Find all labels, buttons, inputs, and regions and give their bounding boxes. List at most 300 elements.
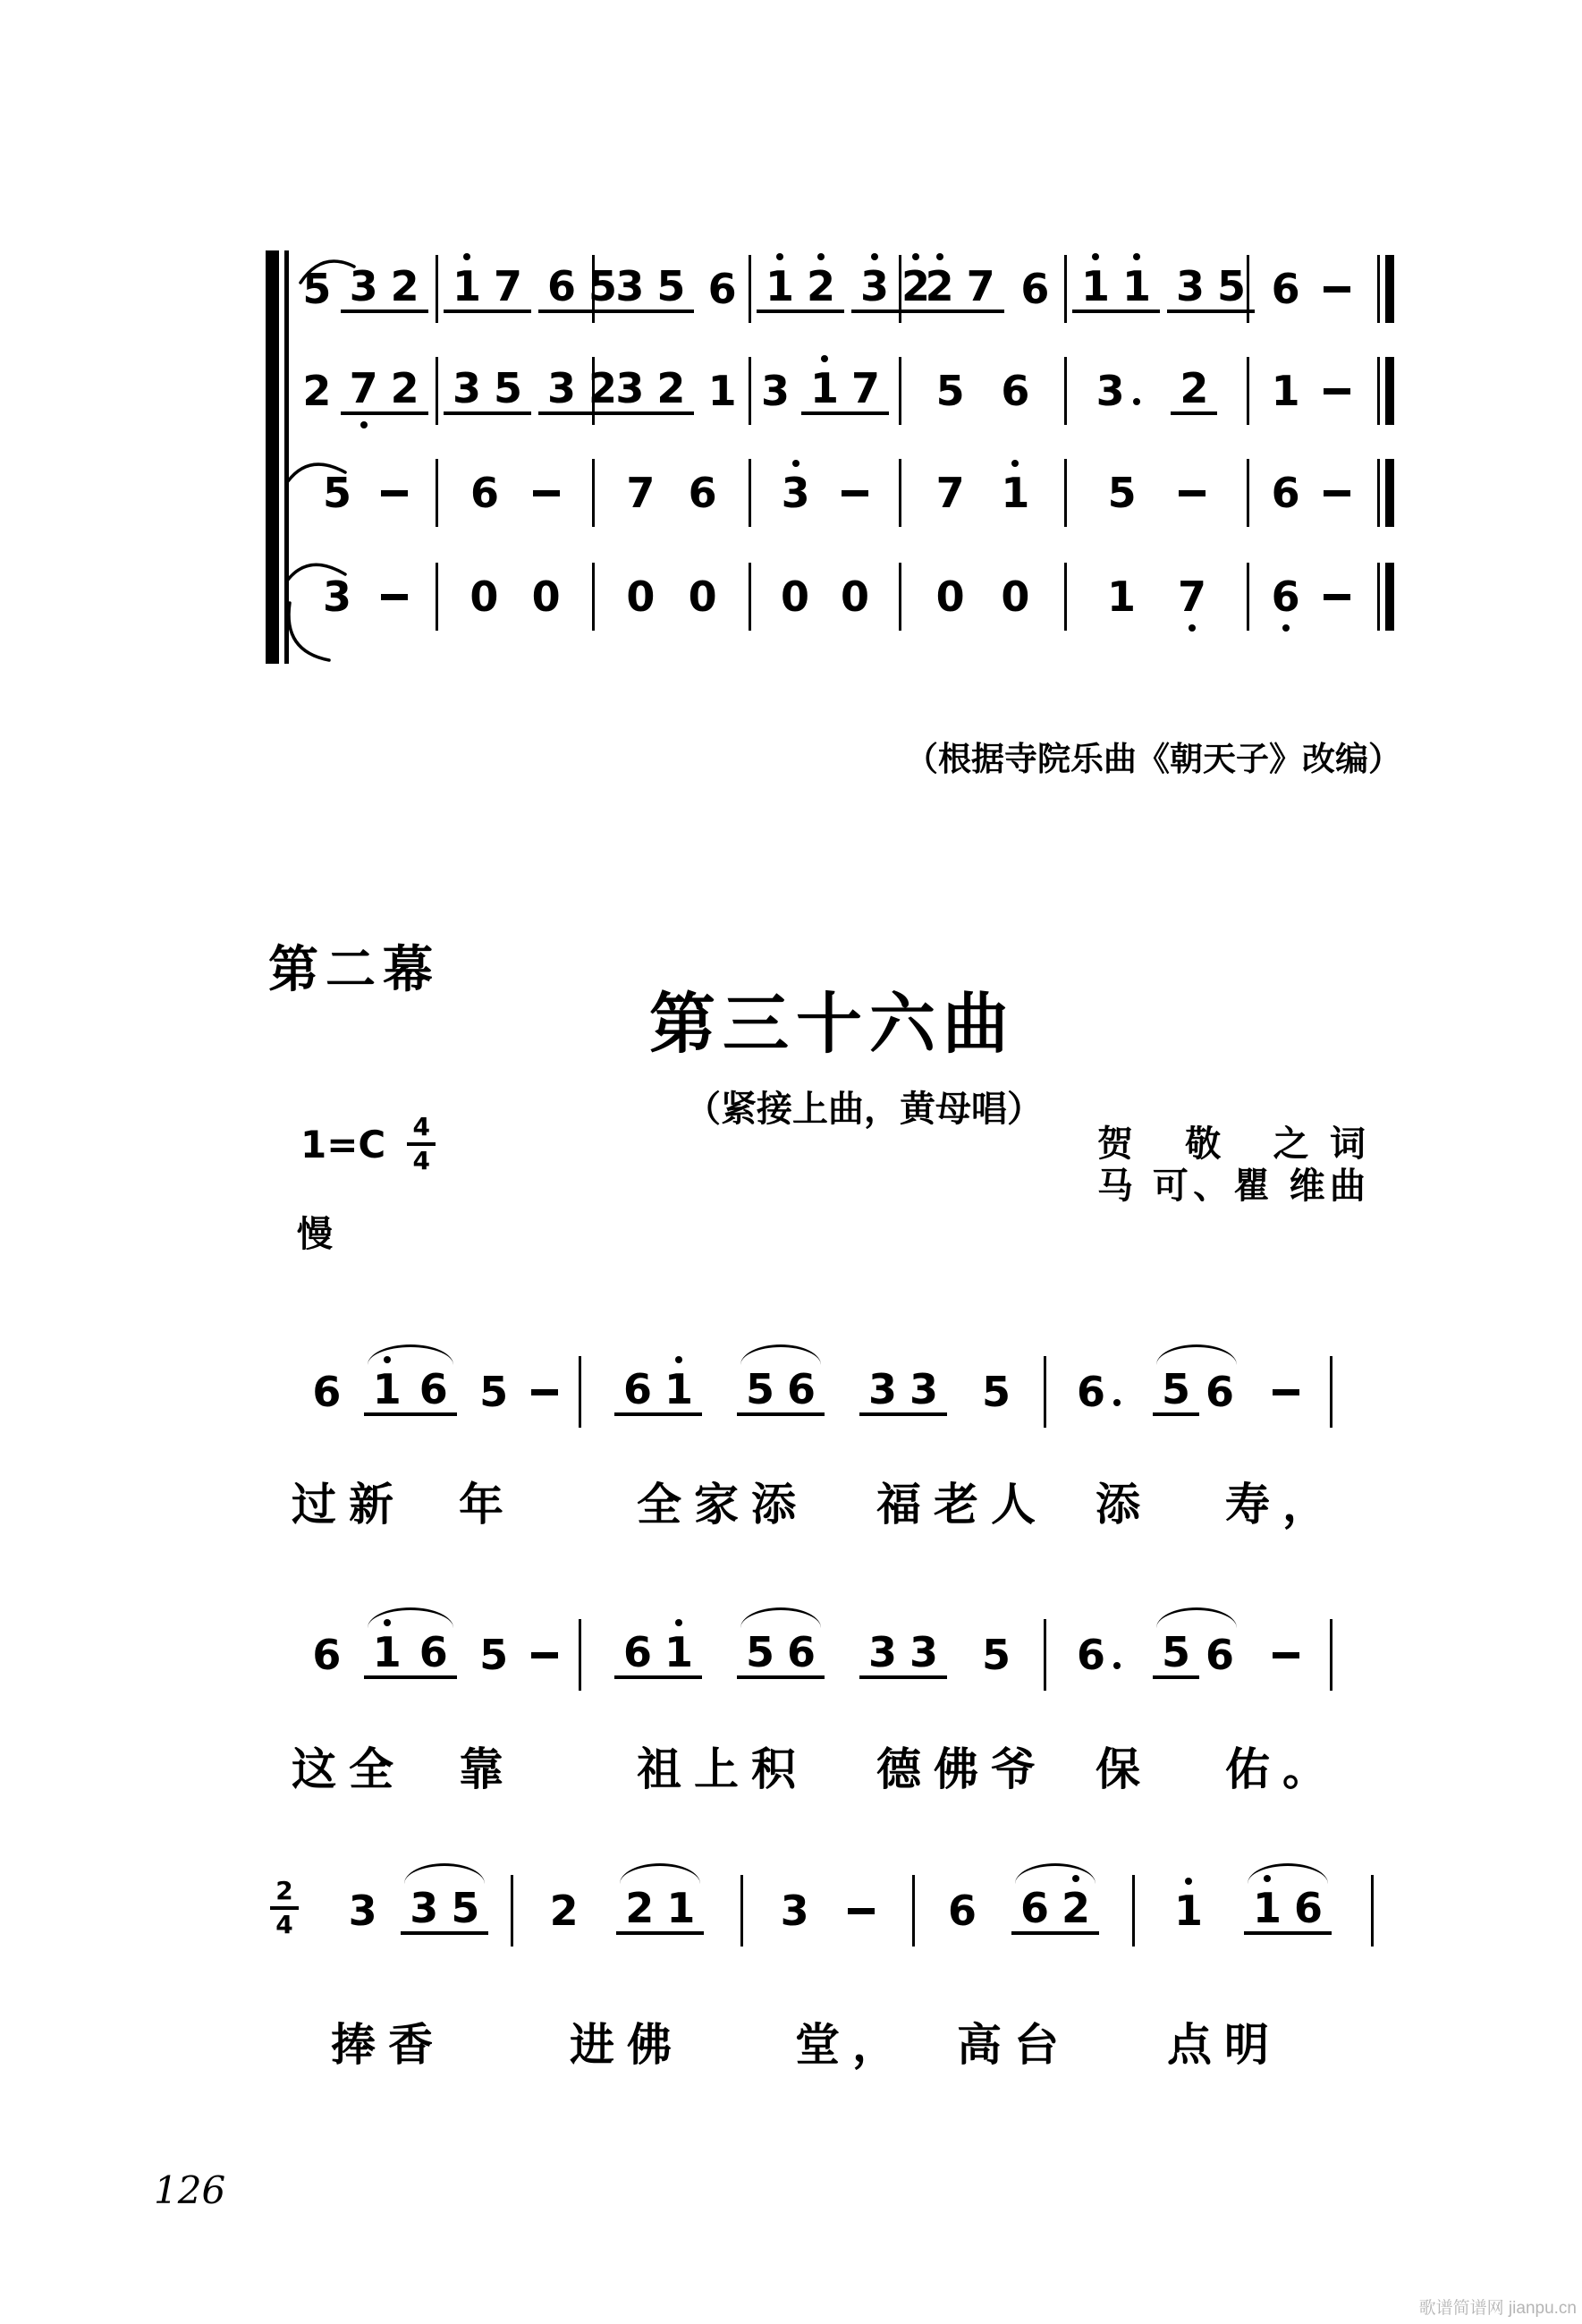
jianpu-note — [1081, 261, 1111, 310]
beam-group — [1153, 1627, 1199, 1679]
note-number: 5 — [1217, 261, 1247, 310]
note-number: 1 — [664, 1627, 693, 1676]
slur-group — [1153, 1627, 1240, 1679]
octave-dot-below — [1189, 624, 1196, 632]
dash-note — [1273, 1389, 1299, 1395]
slur-group — [364, 1627, 457, 1679]
note-number: 5 — [1107, 469, 1137, 517]
rest-note — [935, 573, 965, 621]
beam-group — [859, 1364, 947, 1416]
octave-dot-above — [792, 460, 799, 467]
jianpu-note — [1020, 265, 1050, 313]
jianpu-note — [312, 1368, 342, 1416]
dash-note — [1179, 490, 1206, 496]
slur-arc — [1248, 1863, 1328, 1884]
jianpu-note — [688, 469, 717, 517]
beam-group — [444, 363, 531, 415]
act-heading: 第二幕 — [268, 941, 440, 997]
measure — [295, 255, 438, 323]
jianpu-note — [666, 1883, 696, 1932]
note-number: 7 — [935, 469, 965, 517]
final-barline-thin — [1377, 459, 1380, 527]
note-number: 6 — [947, 1887, 977, 1935]
note-number: 0 — [1001, 573, 1030, 621]
dash-note — [531, 1652, 558, 1658]
beam-group — [757, 261, 844, 313]
slur-group — [401, 1883, 488, 1935]
measure — [513, 1875, 743, 1947]
note-number: 3 — [453, 363, 482, 412]
jianpu-note — [656, 261, 686, 310]
beam-group — [410, 1627, 457, 1679]
jianpu-note — [707, 367, 737, 415]
jianpu-note — [494, 261, 523, 310]
beam-group — [410, 1364, 457, 1416]
jianpu-note — [1177, 573, 1206, 621]
final-barline-thin — [1377, 563, 1380, 631]
jianpu-note — [1180, 363, 1209, 412]
song-title: 第三十六曲 — [649, 987, 1016, 1061]
slur-arc — [1156, 1344, 1237, 1365]
note-number: 1 — [1106, 573, 1136, 621]
time-signature — [407, 1112, 436, 1175]
measure — [1067, 255, 1249, 323]
jianpu-note — [935, 469, 965, 517]
measure — [901, 563, 1067, 631]
note-number: 6 — [622, 1364, 652, 1413]
note-number: 0 — [840, 573, 869, 621]
slur-group — [364, 1364, 457, 1416]
jianpu-note — [909, 1364, 938, 1413]
dash-note — [533, 490, 560, 496]
beam-group — [859, 1627, 947, 1679]
note-number: 5 — [745, 1627, 774, 1676]
note-number: 6 — [470, 469, 499, 517]
measure — [901, 255, 1067, 323]
note-number: 6 — [1271, 573, 1300, 621]
jianpu-note — [547, 363, 577, 412]
dash-note — [381, 490, 408, 496]
rest-note — [470, 573, 499, 621]
note-number: 1 — [453, 261, 482, 310]
note-number: 1 — [809, 363, 839, 412]
system-line-1 — [295, 255, 1394, 323]
lyric-syllable: 点明 — [1167, 2019, 1282, 2071]
jianpu-note — [1106, 573, 1136, 621]
note-number: 3 — [780, 1887, 809, 1935]
performance-note: （紧接上曲，黄母唱） — [685, 1090, 1043, 1129]
augmentation-dot — [1133, 398, 1140, 405]
beam-group — [444, 261, 531, 313]
note-number: 5 — [656, 261, 686, 310]
meter-numerator: 2 — [275, 1876, 293, 1905]
octave-dot-below — [360, 421, 368, 428]
measure — [743, 1875, 915, 1947]
jianpu-note — [1176, 261, 1206, 310]
measure — [326, 1875, 513, 1947]
jianpu-note — [1206, 1368, 1235, 1416]
measure — [1135, 1875, 1374, 1947]
rest-note — [1001, 573, 1030, 621]
beam-group — [801, 363, 889, 415]
jianpu-note — [1001, 367, 1030, 415]
lyric-syllable: 高台 — [957, 2019, 1071, 2071]
note-number: 2 — [390, 261, 419, 310]
note-number: 3 — [349, 261, 378, 310]
note-number: 6 — [1076, 1368, 1105, 1416]
note-number: 5 — [479, 1631, 509, 1679]
beam-group — [1153, 1364, 1199, 1416]
jianpu-note — [664, 1627, 693, 1676]
note-number: 7 — [851, 363, 881, 412]
measure — [438, 563, 595, 631]
jianpu-note — [935, 367, 965, 415]
measure — [1249, 255, 1373, 323]
note-number: 3 — [867, 1364, 897, 1413]
beam-group — [614, 1364, 702, 1416]
beam-group — [341, 363, 428, 415]
jianpu-note — [419, 1364, 448, 1413]
note-number: 6 — [312, 1631, 342, 1679]
rest-note — [688, 573, 717, 621]
measure — [295, 563, 438, 631]
measure — [292, 1619, 581, 1691]
note-number: 6 — [1271, 265, 1300, 313]
note-number: 1 — [1081, 261, 1111, 310]
lyric-syllable: 过新 — [292, 1479, 406, 1531]
jianpu-note — [312, 1631, 342, 1679]
note-number: 6 — [1206, 1631, 1235, 1679]
slur-group — [1011, 1883, 1099, 1935]
octave-dot-above — [1011, 460, 1019, 467]
note-number: 0 — [626, 573, 656, 621]
dash-note — [1324, 490, 1350, 496]
meter-denominator: 4 — [412, 1146, 430, 1175]
note-number: 2 — [302, 367, 332, 415]
note-number: 5 — [981, 1368, 1011, 1416]
slur-group — [737, 1627, 825, 1679]
jianpu-note — [1001, 469, 1030, 517]
note-number: 1 — [707, 367, 737, 415]
jianpu-note — [626, 469, 656, 517]
note-number: 3 — [1176, 261, 1206, 310]
measure — [292, 1356, 581, 1428]
slur-arc — [368, 1607, 453, 1628]
jianpu-note — [302, 367, 332, 415]
lyricist-credit: 贺 敬 之词 — [1097, 1124, 1366, 1164]
vocal-line-2 — [292, 1619, 1332, 1691]
note-number: 5 — [451, 1883, 480, 1932]
lyric-syllable: 捧香 — [331, 2019, 445, 2071]
jianpu-note — [372, 1364, 402, 1413]
jianpu-note — [615, 363, 645, 412]
dash-note — [1324, 388, 1350, 394]
note-number: 6 — [547, 261, 577, 310]
octave-dot-above — [463, 253, 470, 260]
jianpu-note — [622, 1627, 652, 1676]
jianpu-note — [781, 469, 810, 517]
measure — [595, 459, 751, 527]
lyric-syllable: 堂， — [795, 2019, 909, 2071]
dash-note — [1273, 1652, 1299, 1658]
beam-group — [614, 1627, 702, 1679]
credits-block — [1097, 1124, 1366, 1208]
measure — [1249, 563, 1373, 631]
jianpu-note — [664, 1364, 693, 1413]
measure — [595, 357, 751, 425]
jianpu-note — [419, 1627, 448, 1676]
note-number: 2 — [588, 363, 618, 412]
note-number: 3 — [860, 261, 890, 310]
note-number: 1 — [1271, 367, 1300, 415]
vocal-line-1 — [292, 1356, 1332, 1428]
octave-dot-above — [1185, 1878, 1192, 1885]
beam-group — [1167, 261, 1255, 313]
octave-dot-above — [871, 253, 878, 260]
jianpu-note — [807, 261, 836, 310]
note-number: 2 — [1180, 363, 1209, 412]
jianpu-note — [390, 363, 419, 412]
jianpu-note — [745, 1364, 774, 1413]
note-number: 6 — [688, 469, 717, 517]
jianpu-note — [786, 1627, 816, 1676]
note-number: 2 — [390, 363, 419, 412]
jianpu-note — [622, 1364, 652, 1413]
octave-dot-above — [1133, 253, 1140, 260]
note-number: 6 — [786, 1627, 816, 1676]
meter-denominator: 4 — [275, 1910, 293, 1939]
dash-note — [1324, 594, 1350, 600]
jianpu-note — [549, 1887, 579, 1935]
rest-note — [840, 573, 869, 621]
measure — [915, 1875, 1135, 1947]
note-number: 1 — [372, 1364, 402, 1413]
final-barline — [1377, 563, 1394, 631]
jianpu-note — [909, 1627, 938, 1676]
note-number: 5 — [745, 1364, 774, 1413]
jianpu-note — [1062, 1883, 1091, 1932]
octave-dot-above — [1264, 1875, 1271, 1882]
beam-group — [1171, 363, 1217, 415]
jianpu-note — [1206, 1631, 1235, 1679]
note-number: 0 — [531, 573, 561, 621]
jianpu-note — [1271, 265, 1300, 313]
measure — [751, 459, 901, 527]
note-number: 3 — [760, 367, 790, 415]
final-barline-thin — [1377, 357, 1380, 425]
octave-dot-below — [1282, 624, 1290, 632]
lyric-syllable: 佑。 — [1225, 1743, 1340, 1795]
jianpu-note — [625, 1883, 655, 1932]
jianpu-note — [1252, 1883, 1282, 1932]
note-number: 6 — [1206, 1368, 1235, 1416]
slur-arc — [740, 1344, 821, 1365]
jianpu-note — [349, 363, 378, 412]
measure — [581, 1619, 1046, 1691]
octave-dot-above — [675, 1619, 682, 1626]
beam-group — [606, 363, 694, 415]
jianpu-note — [1173, 1887, 1203, 1935]
final-barline — [1377, 459, 1394, 527]
note-number: 3 — [867, 1627, 897, 1676]
note-number: 6 — [1020, 265, 1050, 313]
octave-dot-above — [821, 355, 828, 362]
lyric-syllable: 寿， — [1225, 1479, 1340, 1531]
jianpu-note — [1161, 1627, 1190, 1676]
note-number: 3 — [615, 261, 645, 310]
note-number: 0 — [470, 573, 499, 621]
jianpu-note — [348, 1887, 377, 1935]
note-number: 5 — [322, 469, 351, 517]
jianpu-note — [494, 363, 523, 412]
jianpu-note — [745, 1627, 774, 1676]
measure — [581, 1356, 1046, 1428]
measure — [295, 459, 438, 527]
note-number: 6 — [312, 1368, 342, 1416]
vocal-line-3 — [326, 1875, 1374, 1947]
measure — [1046, 1619, 1332, 1691]
note-number: 6 — [707, 265, 737, 313]
octave-dot-above — [936, 253, 943, 260]
jianpu-note — [322, 469, 351, 517]
final-barline — [1377, 255, 1394, 323]
note-number: 6 — [622, 1627, 652, 1676]
octave-dot-above — [1092, 253, 1099, 260]
note-number: 3 — [909, 1364, 938, 1413]
note-number: 5 — [479, 1368, 509, 1416]
jianpu-note — [925, 261, 954, 310]
jianpu-note — [1107, 469, 1137, 517]
note-number: 6 — [1294, 1883, 1324, 1932]
slur-arc — [740, 1607, 821, 1628]
page-number: 126 — [154, 2168, 226, 2212]
note-number: 2 — [925, 261, 954, 310]
rest-note — [531, 573, 561, 621]
jianpu-note — [981, 1631, 1011, 1679]
measure — [595, 563, 751, 631]
key-text: 1=C — [300, 1122, 386, 1166]
octave-dot-above — [776, 253, 783, 260]
note-number: 1 — [666, 1883, 696, 1932]
octave-dot-above — [384, 1356, 391, 1363]
note-number: 2 — [1062, 1883, 1091, 1932]
jianpu-note — [780, 1887, 809, 1935]
note-number: 1 — [1173, 1887, 1203, 1935]
measure — [901, 459, 1067, 527]
note-number: 1 — [766, 261, 795, 310]
final-barline-thick — [1385, 459, 1394, 527]
jianpu-note — [470, 469, 499, 517]
measure — [1067, 563, 1249, 631]
note-number: 1 — [1252, 1883, 1282, 1932]
note-number: 2 — [625, 1883, 655, 1932]
final-barline — [1377, 357, 1394, 425]
jianpu-note — [867, 1364, 897, 1413]
system-line-2 — [295, 357, 1394, 425]
dash-note — [381, 594, 408, 600]
slur-arc — [368, 1344, 453, 1365]
jianpu-note — [766, 261, 795, 310]
note-number: 2 — [807, 261, 836, 310]
note-number: 5 — [981, 1631, 1011, 1679]
final-barline-thick — [1385, 563, 1394, 631]
note-number: 6 — [1019, 1883, 1049, 1932]
system-line-3 — [295, 459, 1394, 527]
note-number: 3 — [547, 363, 577, 412]
note-number: 7 — [1177, 573, 1206, 621]
jianpu-note — [1076, 1368, 1121, 1416]
jianpu-note — [707, 265, 737, 313]
octave-dot-above — [817, 253, 825, 260]
note-number: 3 — [322, 573, 351, 621]
dash-note — [531, 1389, 558, 1395]
measure — [901, 357, 1067, 425]
note-number: 0 — [780, 573, 809, 621]
jianpu-note — [372, 1627, 402, 1676]
note-number: 5 — [494, 363, 523, 412]
note-number: 7 — [494, 261, 523, 310]
final-barline-thick — [1385, 357, 1394, 425]
tempo-marking: 慢 — [297, 1215, 333, 1254]
measure — [1046, 1356, 1332, 1428]
note-number: 1 — [1122, 261, 1152, 310]
lyric-syllable: 全家添 — [637, 1479, 808, 1531]
note-number: 7 — [966, 261, 995, 310]
rest-note — [626, 573, 656, 621]
jianpu-note — [453, 363, 482, 412]
lyric-syllable: 德佛爷 — [876, 1743, 1048, 1795]
lyric-syllable: 保 — [1096, 1743, 1153, 1795]
note-number: 6 — [1076, 1631, 1105, 1679]
note-number: 0 — [688, 573, 717, 621]
lyric-syllable: 添 — [1096, 1479, 1153, 1531]
watermark: 歌谱简谱网 jianpu.cn — [1418, 2299, 1577, 2318]
lyric-syllable: 进佛 — [570, 2019, 684, 2071]
dash-note — [848, 1908, 875, 1914]
final-barline-thin — [1377, 255, 1380, 323]
note-number: 6 — [1271, 469, 1300, 517]
jianpu-note — [302, 265, 332, 313]
lyric-syllable: 祖上积 — [637, 1743, 808, 1795]
final-barline-thick — [1385, 255, 1394, 323]
jianpu-note — [786, 1364, 816, 1413]
lyric-syllable: 福老人 — [876, 1479, 1048, 1531]
jianpu-note — [615, 261, 645, 310]
beam-group — [1072, 261, 1160, 313]
beam-group — [364, 1364, 410, 1416]
jianpu-note — [410, 1883, 439, 1932]
lyric-syllable: 年 — [459, 1479, 516, 1531]
octave-dot-above — [912, 253, 919, 260]
octave-dot-above — [1072, 1875, 1079, 1882]
jianpu-note — [1161, 1364, 1190, 1413]
note-number: 3 — [909, 1627, 938, 1676]
lyric-syllable: 这全 — [292, 1743, 406, 1795]
jianpu-note — [809, 363, 839, 412]
note-number: 3 — [1096, 367, 1125, 415]
slur-group — [616, 1883, 704, 1935]
slur-arc — [620, 1863, 700, 1884]
beam-group — [917, 261, 1004, 313]
jianpu-note — [1271, 573, 1300, 621]
jianpu-note — [656, 363, 686, 412]
note-number: 3 — [615, 363, 645, 412]
jianpu-note — [1217, 261, 1247, 310]
note-number: 5 — [302, 265, 332, 313]
jianpu-note — [453, 261, 482, 310]
source-attribution: （根据寺院乐曲《朝天子》改编） — [905, 741, 1401, 777]
note-number: 6 — [419, 1364, 448, 1413]
